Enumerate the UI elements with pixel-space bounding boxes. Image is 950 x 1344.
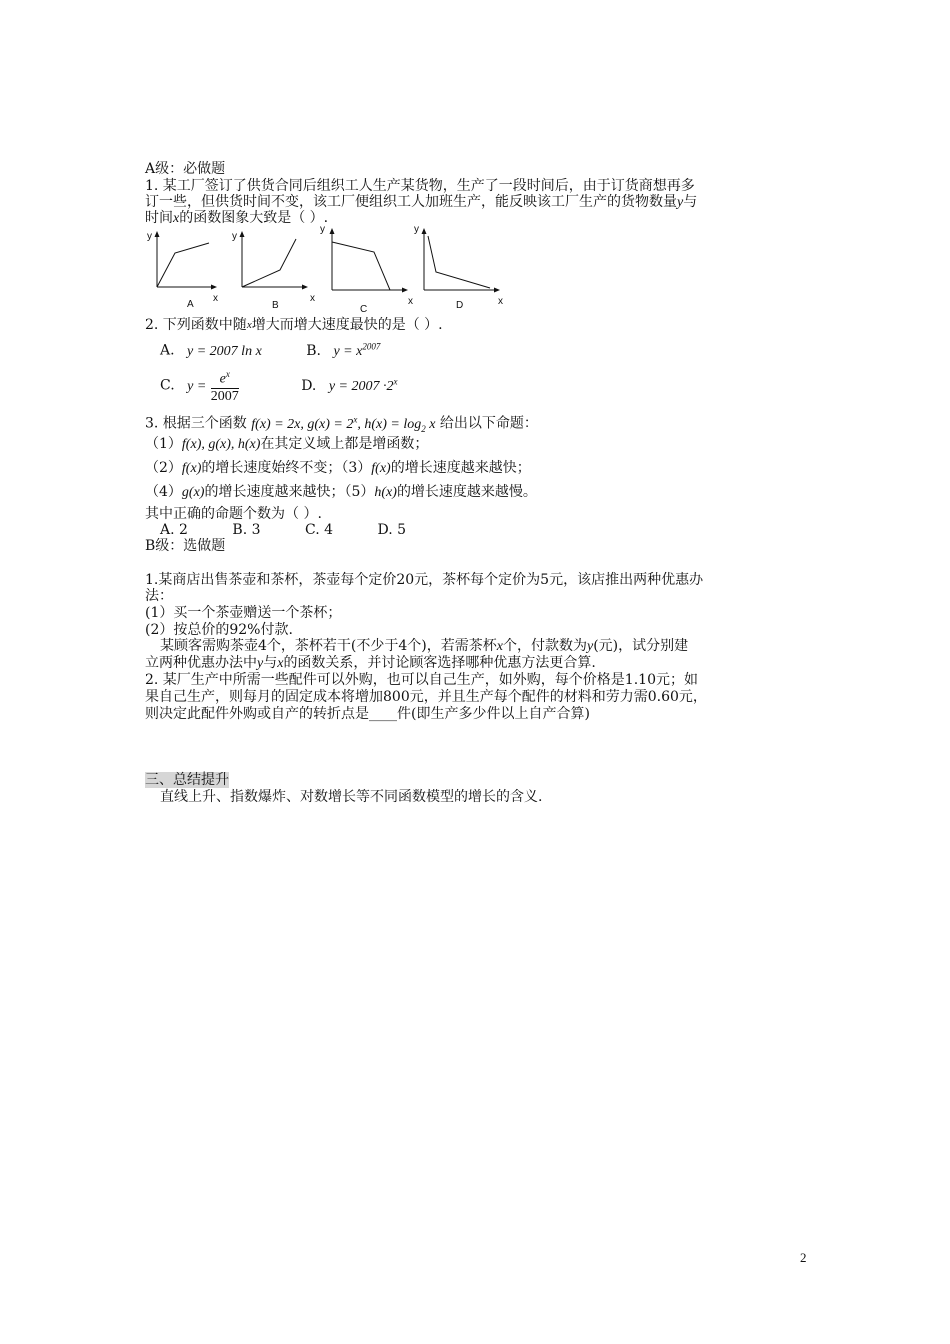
q1-text: 订一些，但供货时间不变，该工厂便组织工人加班生产，能反映该工厂生产的货物数量 <box>145 194 677 210</box>
summary-text: 直线上升、指数爆炸、对数增长等不同函数模型的增长的含义. <box>160 789 543 805</box>
proposition-math: f(x) <box>371 461 391 476</box>
graph-label: D <box>456 300 464 311</box>
axis-x-label: x <box>310 293 315 304</box>
graph-label: A <box>187 299 194 310</box>
q3-propositions-4-5 <box>145 483 537 502</box>
proposition-number: （4） <box>145 484 182 500</box>
var-x: x <box>277 656 284 671</box>
q2-options-ab <box>160 337 380 361</box>
b1-text: (元)，试分别建 <box>593 638 689 654</box>
var-x: x <box>173 211 180 226</box>
q3-log-arg: x <box>425 416 436 432</box>
q1-line-1: 1. 某工厂签订了供货合同后组织工人生产某货物，生产了一段时间后，由于订货商想再多 <box>145 178 695 194</box>
b1-text: 某顾客需购茶壶4个，茶杯若干(不少于4个)，若需茶杯 <box>160 638 497 654</box>
b2-line-3: 则决定此配件外购或自产的转折点是____件(即生产多少件以上自产合算) <box>145 706 590 722</box>
graph-label: B <box>272 300 279 310</box>
b1-text: 与 <box>263 655 278 671</box>
option-b-label: B. <box>306 342 321 359</box>
option-a-label: A. <box>160 342 175 359</box>
b2-line-1: 2. 某厂生产中所需一些配件可以外购，也可以自己生产，如外购，每个价格是1.10元；如 <box>145 672 698 688</box>
option-c-lhs: y = <box>187 378 207 394</box>
var-x: x <box>246 319 252 331</box>
q3-text: 给出以下命题： <box>439 415 538 432</box>
option-b-exponent: 2007 <box>362 341 381 351</box>
proposition-text: 在其定义域上都是增函数； <box>260 436 429 452</box>
proposition-number: （1） <box>145 436 182 452</box>
fraction-exponent: x <box>225 369 230 380</box>
b1-item-1: (1）买一个茶壶赠送一个茶杯； <box>145 605 342 621</box>
q3-options: A. 2 B. 3 C. 4 D. 5 <box>160 522 407 538</box>
b1-line-1: 1.某商店出售茶壶和茶杯，茶壶每个定价20元，茶杯每个定价为5元，该店推出两种优惠办 <box>145 572 704 588</box>
b1-text: 的函数关系，并讨论顾客选择哪种优惠方法更合算. <box>283 655 596 671</box>
q1-text: 的函数图象大致是（ ）. <box>179 210 329 226</box>
q3-log-base: 2 <box>421 423 426 434</box>
q3-stem <box>145 410 538 437</box>
q3-proposition-1 <box>145 435 428 454</box>
section-a-heading: A级：必做题 <box>145 161 226 177</box>
fraction-denominator: 2007 <box>210 388 239 404</box>
page-number: 2 <box>800 1250 807 1265</box>
graph-b <box>230 225 315 310</box>
q3-functions <box>251 414 436 434</box>
axis-x-label: x <box>498 296 503 307</box>
b2-line-2: 果自己生产，则每月的固定成本将增加800元，并且生产每个配件的材料和劳力需0.60元， <box>145 689 707 705</box>
b1-line-2: 法： <box>145 588 173 604</box>
axis-y-label: y <box>320 224 325 235</box>
option-c-fraction <box>211 366 239 405</box>
graph-a <box>145 225 225 310</box>
q3-exponent: x <box>353 414 358 424</box>
section-b-heading: B级：选做题 <box>145 538 226 554</box>
q2-options-cd <box>160 362 398 406</box>
axis-y-label: y <box>232 231 237 242</box>
q1-text: 与 <box>683 194 698 210</box>
q3-text: 3. 根据三个函数 <box>145 415 247 432</box>
proposition-text: 的增长速度越来越快； <box>390 460 531 476</box>
proposition-text: 的增长速度始终不变； <box>201 460 342 476</box>
var-x: x <box>496 639 503 654</box>
proposition-text: 的增长速度越来越慢。 <box>396 484 537 500</box>
q3-func-f-g: f(x) = 2x, g(x) = 2 <box>251 416 354 432</box>
proposition-math: h(x) <box>374 485 397 500</box>
option-d-exponent: x <box>393 376 398 386</box>
proposition-number: （3） <box>341 460 372 476</box>
q3-func-h: , h(x) = log <box>357 416 422 432</box>
b1-text: 个，付款数为 <box>502 638 587 654</box>
var-y: y <box>257 656 264 671</box>
option-a-formula: y = 2007 ln x <box>187 343 262 359</box>
b1-text: 立两种优惠办法中 <box>145 655 257 671</box>
graph-c <box>318 222 418 314</box>
proposition-math: g(x) <box>181 485 205 500</box>
b1-item-2: (2）按总价的92%付款. <box>145 622 293 638</box>
proposition-text: 的增长速度越来越快； <box>204 484 345 500</box>
option-d-label: D. <box>301 377 317 394</box>
proposition-number: （5） <box>344 484 375 500</box>
option-d-formula <box>328 376 398 394</box>
proposition-number: （2） <box>145 460 182 476</box>
q3-propositions-2-3 <box>145 459 531 478</box>
q2-text: 2. 下列函数中随 <box>145 317 247 333</box>
option-d-base: y = 2007 ·2 <box>328 378 394 394</box>
graph-d <box>408 222 508 314</box>
proposition-math: f(x), g(x), h(x) <box>181 437 261 452</box>
option-b-base: y = x <box>333 343 363 359</box>
q2-stem <box>145 316 443 334</box>
fraction-numerator: e <box>219 371 226 387</box>
proposition-math: f(x) <box>181 461 202 476</box>
axis-y-label: y <box>414 224 419 235</box>
option-c-label: C. <box>160 377 175 394</box>
var-y: y <box>677 195 684 210</box>
var-y: y <box>586 639 594 654</box>
option-b-formula <box>333 341 381 359</box>
summary-heading <box>145 771 229 789</box>
axis-x-label: x <box>213 293 218 304</box>
q3-question: 其中正确的命题个数为（ ）. <box>145 506 322 522</box>
q1-text: 时间 <box>145 210 173 226</box>
graph-label: C <box>360 304 368 314</box>
q2-text: 增大而增大速度最快的是（ ）. <box>251 317 443 333</box>
summary-heading-text: 三、总结提升 <box>145 772 229 788</box>
axis-x-label: x <box>408 296 413 307</box>
axis-y-label: y <box>147 231 152 242</box>
